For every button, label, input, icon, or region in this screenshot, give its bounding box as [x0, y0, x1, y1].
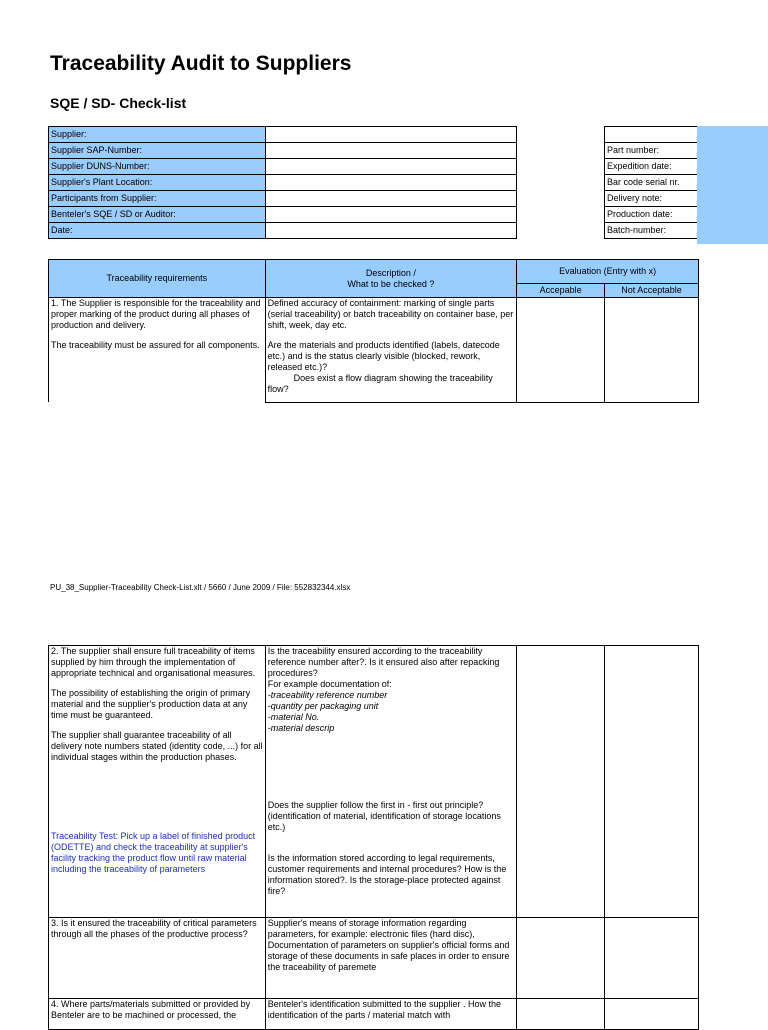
sap-number-label: Supplier SAP-Number:	[49, 143, 266, 159]
table-row	[49, 175, 517, 191]
not-acceptable-cell-3[interactable]	[605, 918, 699, 999]
description-cell-1	[265, 298, 517, 403]
part-info-table	[604, 126, 698, 239]
table-row	[605, 127, 698, 143]
table-row	[605, 223, 698, 239]
table-row	[49, 298, 699, 403]
acceptable-cell-3[interactable]	[517, 918, 605, 999]
evaluation-header: Evaluation (Entry with x)	[517, 260, 699, 284]
batch-number-label: Batch-number:	[605, 223, 698, 239]
part-number-label: Part number:	[605, 143, 698, 159]
requirement-cell-3: 3. Is it ensured the traceability of critical parameters through all the phases of the productive process?	[49, 918, 266, 999]
description-text: Is the traceability ensured according to the traceability reference number after?. Is it ensured also after repacking procedures?	[267, 646, 500, 678]
part-info-header-cell	[605, 127, 698, 143]
expedition-date-label: Expedition date:	[605, 159, 698, 175]
list-item: -material descrip	[267, 723, 335, 733]
description-text: Are the materials and products identified (labels, datecode etc.) and is the status clearly visible (blocked, rework, released etc.)?	[267, 340, 500, 372]
requirement-cell-2	[49, 646, 266, 918]
description-text: For example documentation of:	[267, 679, 392, 689]
description-text: Does the supplier follow the first in - first out principle? (identification of material, identification of storage locations etc.)	[267, 800, 501, 832]
blue-panel	[697, 126, 768, 244]
duns-number-label: Supplier DUNS-Number:	[49, 159, 266, 175]
requirement-text: The supplier shall guarantee traceability of all delivery note numbers stated (identity code, ...) for all individual stages within the production phases.	[51, 730, 263, 762]
acceptable-cell-2[interactable]	[517, 646, 605, 918]
table-row	[49, 191, 517, 207]
page-footer: PU_38_Supplier-Traceability Check-List.xlt / 5660 / June 2009 / File: 552832344.xlsx	[50, 583, 351, 592]
plant-location-label: Supplier's Plant Location:	[49, 175, 266, 191]
list-item: -material No.	[267, 712, 320, 722]
date-field[interactable]	[265, 223, 516, 239]
duns-number-field[interactable]	[265, 159, 516, 175]
page-title: Traceability Audit to Suppliers	[50, 52, 352, 75]
acceptable-cell-4[interactable]	[517, 999, 605, 1030]
requirement-cell-4: 4. Where parts/materials submitted or provided by Benteler are to be machined or processed, the	[49, 999, 266, 1030]
plant-location-field[interactable]	[265, 175, 516, 191]
acceptable-header: Accepable	[517, 284, 605, 298]
not-acceptable-cell-4[interactable]	[605, 999, 699, 1030]
list-item: -traceability reference number	[267, 690, 388, 700]
requirement-text: The possibility of establishing the origin of primary material and the supplier's production data at any time must be guaranteed.	[51, 688, 251, 720]
auditor-field[interactable]	[265, 207, 516, 223]
checklist-table-top	[48, 259, 699, 403]
table-row	[49, 646, 699, 918]
spacer	[51, 772, 263, 831]
not-acceptable-cell-1[interactable]	[605, 298, 699, 403]
not-acceptable-cell-2[interactable]	[605, 646, 699, 918]
description-text: Does exist a flow diagram showing the traceability flow?	[267, 373, 493, 394]
participants-field[interactable]	[265, 191, 516, 207]
table-row	[605, 159, 698, 175]
table-row	[605, 191, 698, 207]
description-header: Description / What to be checked ?	[265, 260, 517, 298]
table-header-row	[49, 260, 699, 284]
table-row	[605, 175, 698, 191]
description-text: Is the information stored according to legal requirements, customer requirements and internal procedures? How is the information stored?. Is the storage-place protected against fire?	[267, 853, 507, 896]
participants-label: Participants from Supplier:	[49, 191, 266, 207]
description-cell-3: Supplier's means of storage information regarding parameters, for example: electronic files (hard disc), Documentation of parameters on supplier's official forms and storage of these documents in safe places in order to ensure the traceability of paremete	[265, 918, 517, 999]
spacer	[268, 833, 515, 853]
acceptable-cell-1[interactable]	[517, 298, 605, 403]
table-row	[49, 127, 517, 143]
supplier-label: Supplier:	[49, 127, 266, 143]
table-row	[605, 207, 698, 223]
description-text: Defined accuracy of containment: marking of single parts (serial traceability) or batch traceability on container base, per shift, week, day etc.	[267, 298, 514, 330]
auditor-label: Benteler's SQE / SD or Auditor:	[49, 207, 266, 223]
bar-code-label: Bar code serial nr.	[605, 175, 698, 191]
sap-number-field[interactable]	[265, 143, 516, 159]
not-acceptable-header: Not Acceptable	[605, 284, 699, 298]
table-row	[49, 207, 517, 223]
date-label: Date:	[49, 223, 266, 239]
delivery-note-label: Delivery note:	[605, 191, 698, 207]
table-row	[49, 143, 517, 159]
requirement-cell-1	[49, 298, 266, 403]
table-row	[605, 143, 698, 159]
table-row	[49, 223, 517, 239]
requirement-text: 1. The Supplier is responsible for the traceability and proper marking of the product during all phases of production and delivery.	[51, 298, 261, 330]
list-item: -quantity per packaging unit	[267, 701, 379, 711]
table-row	[49, 918, 699, 999]
spacer	[268, 734, 515, 800]
table-row	[49, 159, 517, 175]
requirements-header: Traceability requirements	[49, 260, 266, 298]
checklist-table-bottom	[48, 645, 699, 1030]
traceability-test-text: Traceability Test: Pick up a label of finished product (ODETTE) and check the traceability at supplier's facility tracking the product flow until raw material including the traceability of parameters	[51, 831, 256, 874]
page-subtitle: SQE / SD- Check-list	[50, 95, 187, 111]
description-cell-2	[265, 646, 517, 918]
requirement-text: 2. The supplier shall ensure full traceability of items supplied by him through the implementation of appropriate technical and organisational measures.	[51, 646, 256, 678]
table-row	[49, 999, 699, 1030]
requirement-text: The traceability must be assured for all components.	[51, 340, 260, 350]
supplier-field[interactable]	[265, 127, 516, 143]
supplier-info-table	[48, 126, 517, 239]
production-date-label: Production date:	[605, 207, 698, 223]
description-cell-4: Benteler's identification submitted to the supplier . How the identification of the parts / material match with	[265, 999, 517, 1030]
